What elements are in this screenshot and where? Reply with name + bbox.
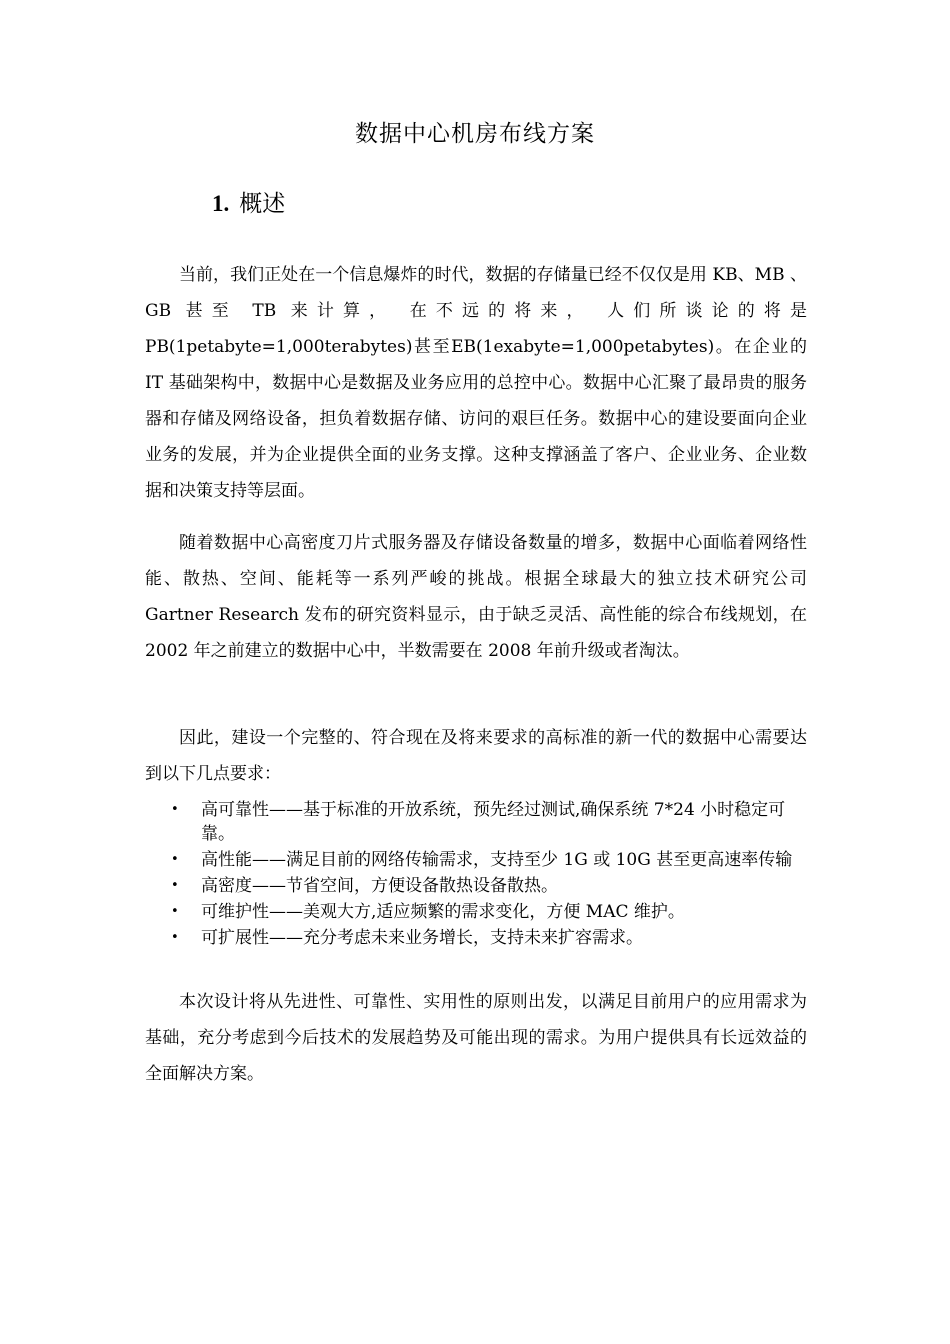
section-heading (212, 187, 285, 221)
bullet-icon: • (171, 878, 179, 893)
bullet-icon: • (171, 802, 179, 817)
bullet-icon: • (171, 852, 179, 867)
requirements-list (166, 798, 811, 952)
list-item (166, 900, 811, 924)
list-item (166, 926, 811, 950)
section-number: 1. (212, 191, 230, 216)
paragraph-requirements-intro: 因此，建设一个完整的、符合现在及将来要求的高标准的新一代的数据中心需要达到以下几点要求： (145, 728, 807, 784)
document-title: 数据中心机房布线方案 (355, 121, 595, 147)
list-item-text: 高可靠性——基于标准的开放系统，预先经过测试,确保系统 7*24 小时稳定可靠。 (201, 800, 786, 844)
bullet-icon: • (171, 904, 179, 919)
list-item-text: 可维护性——美观大方,适应频繁的需求变化，方便 MAC 维护。 (201, 902, 685, 922)
list-item-text: 可扩展性——充分考虑未来业务增长，支持未来扩容需求。 (201, 928, 643, 948)
section-title: 概述 (239, 191, 286, 217)
bullet-icon: • (171, 930, 179, 945)
paragraph-overview: 当前，我们正处在一个信息爆炸的时代，数据的存储量已经不仅仅是用 KB、MB 、 GB 甚至 TB 来计算， 在不远的将来， 人们所谈论的将是 PB(1petabyte=1,000terabytes)甚至EB(1exabyte=1,000petabytes)。在企业的 IT 基础架构中，数据中心是数据及业务应用的总控中心。数据中心汇聚了最昂贵的服务器和存储及网络设备，担负着数据存储、访问的艰巨任务。数据中心的建设要面向企业业务的发展，并为企业提供全面的业务支撑。这种支撑涵盖了客户、企业业务、企业数据和决策支持等层面。 (145, 265, 807, 501)
list-item-text: 高性能——满足目前的网络传输需求，支持至少 1G 或 10G 甚至更高速率传输 (201, 850, 793, 870)
list-item-text: 高密度——节省空间，方便设备散热设备散热。 (201, 876, 558, 896)
paragraph-challenges: 随着数据中心高密度刀片式服务器及存储设备数量的增多，数据中心面临着网络性能、散热、空间、能耗等一系列严峻的挑战。根据全球最大的独立技术研究公司 Gartner Research 发布的研究资料显示，由于缺乏灵活、高性能的综合布线规划，在 2002 年之前建立的数据中心中，半数需要在 2008 年前升级或者淘汰。 (145, 533, 807, 661)
paragraph-design-principles: 本次设计将从先进性、可靠性、实用性的原则出发，以满足目前用户的应用需求为基础，充分考虑到今后技术的发展趋势及可能出现的需求。为用户提供具有长远效益的全面解决方案。 (145, 992, 807, 1084)
list-item (166, 798, 811, 846)
list-item (166, 848, 811, 872)
list-item (166, 874, 811, 898)
